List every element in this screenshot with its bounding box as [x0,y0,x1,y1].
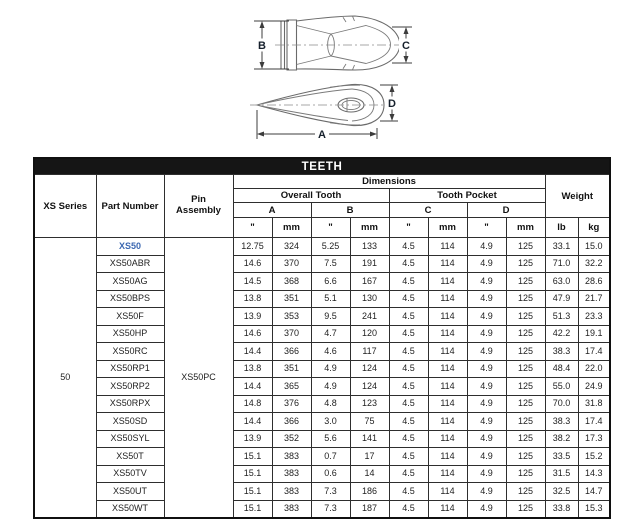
table-body [34,238,610,519]
part-number-xs50rp2: XS50RP2 [96,378,164,396]
cell-d_mm: 125 [506,325,545,343]
cell-c_in: 4.5 [389,273,428,291]
cell-a_mm: 383 [272,483,311,501]
cell-weight_kg: 17.4 [578,343,610,361]
cell-b_mm: 123 [350,395,389,413]
cell-c_in: 4.5 [389,465,428,483]
part-number-xs50sd: XS50SD [96,413,164,431]
cell-d_mm: 125 [506,413,545,431]
cell-d_in: 4.9 [467,483,506,501]
header-unit-c-in: " [389,218,428,238]
dimension-d [380,85,399,121]
table-row [34,483,610,501]
cell-c_mm: 114 [428,500,467,518]
cell-c_in: 4.5 [389,413,428,431]
cell-a_mm: 351 [272,290,311,308]
cell-a_in: 14.6 [233,255,272,273]
cell-weight_kg: 19.1 [578,325,610,343]
header-unit-d-mm: mm [506,218,545,238]
xs-series-value: 50 [34,238,96,519]
cell-b_mm: 120 [350,325,389,343]
cell-d_in: 4.9 [467,238,506,256]
cell-weight_kg: 22.0 [578,360,610,378]
cell-b_mm: 241 [350,308,389,326]
cell-a_mm: 383 [272,500,311,518]
table-row [34,238,610,256]
part-number-xs50abr: XS50ABR [96,255,164,273]
cell-weight_lb: 33.5 [545,448,578,466]
table-title: TEETH [34,158,610,175]
cell-a_in: 15.1 [233,465,272,483]
cell-b_in: 9.5 [311,308,350,326]
cell-d_in: 4.9 [467,448,506,466]
table-row [34,413,610,431]
tooth-top-view [275,16,410,70]
part-number-xs50[interactable]: XS50 [96,238,164,256]
cell-d_mm: 125 [506,483,545,501]
header-dim-c: C [389,203,467,218]
part-number-xs50syl: XS50SYL [96,430,164,448]
cell-c_mm: 114 [428,273,467,291]
cell-b_in: 5.1 [311,290,350,308]
table-row [34,395,610,413]
table-row [34,325,610,343]
cell-a_in: 15.1 [233,448,272,466]
cell-a_mm: 351 [272,360,311,378]
cell-c_in: 4.5 [389,378,428,396]
cell-a_in: 14.4 [233,378,272,396]
tooth-technical-drawing [245,5,455,155]
table-row [34,255,610,273]
cell-d_mm: 125 [506,343,545,361]
cell-c_in: 4.5 [389,343,428,361]
cell-d_in: 4.9 [467,255,506,273]
cell-b_in: 0.6 [311,465,350,483]
table-row [34,273,610,291]
cell-weight_lb: 70.0 [545,395,578,413]
cell-c_in: 4.5 [389,255,428,273]
part-number-xs50f: XS50F [96,308,164,326]
cell-b_in: 6.6 [311,273,350,291]
cell-b_mm: 14 [350,465,389,483]
cell-b_in: 4.6 [311,343,350,361]
cell-b_mm: 117 [350,343,389,361]
cell-a_in: 13.9 [233,430,272,448]
cell-c_in: 4.5 [389,325,428,343]
dimension-label-a: A [318,129,326,141]
cell-b_mm: 133 [350,238,389,256]
cell-c_mm: 114 [428,343,467,361]
cell-c_mm: 114 [428,290,467,308]
cell-d_in: 4.9 [467,325,506,343]
cell-weight_lb: 71.0 [545,255,578,273]
cell-b_mm: 186 [350,483,389,501]
cell-weight_lb: 42.2 [545,325,578,343]
cell-d_mm: 125 [506,360,545,378]
cell-a_in: 13.9 [233,308,272,326]
header-unit-b-mm: mm [350,218,389,238]
cell-d_mm: 125 [506,378,545,396]
header-unit-a-mm: mm [272,218,311,238]
cell-d_mm: 125 [506,500,545,518]
cell-a_in: 14.5 [233,273,272,291]
cell-c_in: 4.5 [389,238,428,256]
cell-a_in: 14.6 [233,325,272,343]
cell-a_mm: 370 [272,325,311,343]
table-row [34,290,610,308]
cell-b_in: 5.6 [311,430,350,448]
cell-a_in: 14.4 [233,413,272,431]
table-row [34,465,610,483]
part-number-xs50wt: XS50WT [96,500,164,518]
pin-assembly-value: XS50PC [164,238,233,519]
part-number-xs50rc: XS50RC [96,343,164,361]
cell-c_mm: 114 [428,483,467,501]
cell-c_mm: 114 [428,448,467,466]
cell-weight_lb: 55.0 [545,378,578,396]
part-number-xs50hp: XS50HP [96,325,164,343]
cell-c_mm: 114 [428,325,467,343]
cell-a_mm: 365 [272,378,311,396]
dimension-label-b: B [258,40,266,52]
tooth-side-view [250,84,397,125]
cell-b_in: 4.9 [311,360,350,378]
part-number-xs50bps: XS50BPS [96,290,164,308]
cell-c_in: 4.5 [389,448,428,466]
cell-b_mm: 75 [350,413,389,431]
cell-weight_kg: 23.3 [578,308,610,326]
header-unit-b-in: " [311,218,350,238]
header-part-number: Part Number [96,175,164,238]
cell-b_in: 7.5 [311,255,350,273]
table-row [34,360,610,378]
header-dim-d: D [467,203,545,218]
cell-weight_kg: 14.3 [578,465,610,483]
header-tooth-pocket: Tooth Pocket [389,189,545,203]
cell-weight_lb: 38.3 [545,343,578,361]
cell-a_mm: 376 [272,395,311,413]
cell-weight_lb: 38.2 [545,430,578,448]
cell-d_in: 4.9 [467,273,506,291]
cell-weight_lb: 63.0 [545,273,578,291]
cell-c_in: 4.5 [389,290,428,308]
header-unit-lb: lb [545,218,578,238]
cell-c_mm: 114 [428,378,467,396]
cell-b_mm: 187 [350,500,389,518]
cell-c_mm: 114 [428,308,467,326]
cell-c_in: 4.5 [389,483,428,501]
cell-weight_kg: 31.8 [578,395,610,413]
cell-b_in: 7.3 [311,500,350,518]
cell-weight_kg: 21.7 [578,290,610,308]
header-dimensions: Dimensions [233,175,545,189]
cell-weight_lb: 33.8 [545,500,578,518]
cell-a_in: 14.8 [233,395,272,413]
cell-weight_kg: 15.0 [578,238,610,256]
cell-b_in: 4.8 [311,395,350,413]
header-unit-c-mm: mm [428,218,467,238]
cell-d_in: 4.9 [467,395,506,413]
header-xs-series: XS Series [34,175,96,238]
cell-d_mm: 125 [506,465,545,483]
cell-a_mm: 324 [272,238,311,256]
teeth-spec-table [33,157,611,519]
table-row [34,378,610,396]
dimension-label-d: D [388,98,396,110]
cell-d_mm: 125 [506,273,545,291]
cell-c_mm: 114 [428,360,467,378]
cell-b_in: 0.7 [311,448,350,466]
cell-c_mm: 114 [428,430,467,448]
cell-weight_kg: 28.6 [578,273,610,291]
part-number-xs50t: XS50T [96,448,164,466]
header-unit-a-in: " [233,218,272,238]
cell-a_in: 14.4 [233,343,272,361]
cell-d_mm: 125 [506,448,545,466]
cell-a_mm: 383 [272,465,311,483]
table-row [34,308,610,326]
cell-b_mm: 124 [350,360,389,378]
cell-a_in: 12.75 [233,238,272,256]
header-dim-b: B [311,203,389,218]
cell-weight_lb: 31.5 [545,465,578,483]
cell-a_mm: 353 [272,308,311,326]
cell-weight_kg: 24.9 [578,378,610,396]
cell-weight_lb: 48.4 [545,360,578,378]
cell-c_in: 4.5 [389,395,428,413]
cell-d_mm: 125 [506,430,545,448]
cell-d_in: 4.9 [467,465,506,483]
cell-b_mm: 17 [350,448,389,466]
cell-a_in: 13.8 [233,290,272,308]
cell-c_mm: 114 [428,413,467,431]
cell-d_mm: 125 [506,308,545,326]
cell-d_in: 4.9 [467,343,506,361]
cell-d_mm: 125 [506,290,545,308]
cell-c_mm: 114 [428,465,467,483]
header-weight: Weight [545,175,610,218]
cell-a_mm: 366 [272,413,311,431]
cell-a_in: 13.8 [233,360,272,378]
header-unit-kg: kg [578,218,610,238]
part-number-xs50rpx: XS50RPX [96,395,164,413]
cell-d_in: 4.9 [467,378,506,396]
cell-weight_kg: 17.3 [578,430,610,448]
cell-weight_lb: 47.9 [545,290,578,308]
cell-d_mm: 125 [506,238,545,256]
cell-b_in: 3.0 [311,413,350,431]
cell-c_mm: 114 [428,238,467,256]
cell-c_mm: 114 [428,395,467,413]
cell-b_in: 7.3 [311,483,350,501]
table-row [34,343,610,361]
header-overall-tooth: Overall Tooth [233,189,389,203]
cell-d_in: 4.9 [467,430,506,448]
cell-weight_kg: 14.7 [578,483,610,501]
cell-c_in: 4.5 [389,360,428,378]
cell-weight_lb: 32.5 [545,483,578,501]
cell-c_in: 4.5 [389,500,428,518]
dimension-label-c: C [402,40,410,52]
cell-weight_kg: 15.2 [578,448,610,466]
cell-weight_lb: 33.1 [545,238,578,256]
cell-d_in: 4.9 [467,360,506,378]
cell-weight_kg: 17.4 [578,413,610,431]
cell-b_in: 4.9 [311,378,350,396]
cell-weight_lb: 38.3 [545,413,578,431]
header-pin-assembly: Pin Assembly [164,175,233,238]
cell-a_in: 15.1 [233,483,272,501]
cell-d_in: 4.9 [467,413,506,431]
cell-a_mm: 370 [272,255,311,273]
cell-weight_kg: 15.3 [578,500,610,518]
table-row [34,430,610,448]
cell-a_mm: 383 [272,448,311,466]
header-dim-a: A [233,203,311,218]
cell-d_in: 4.9 [467,308,506,326]
cell-d_in: 4.9 [467,290,506,308]
part-number-xs50tv: XS50TV [96,465,164,483]
part-number-xs50ag: XS50AG [96,273,164,291]
cell-b_in: 4.7 [311,325,350,343]
cell-a_mm: 368 [272,273,311,291]
cell-b_mm: 124 [350,378,389,396]
table-header [34,158,610,238]
part-number-xs50rp1: XS50RP1 [96,360,164,378]
cell-weight_kg: 32.2 [578,255,610,273]
cell-a_mm: 366 [272,343,311,361]
cell-b_mm: 130 [350,290,389,308]
table-row [34,448,610,466]
header-unit-d-in: " [467,218,506,238]
cell-b_mm: 167 [350,273,389,291]
cell-d_mm: 125 [506,395,545,413]
cell-a_in: 15.1 [233,500,272,518]
cell-d_mm: 125 [506,255,545,273]
cell-weight_lb: 51.3 [545,308,578,326]
cell-a_mm: 352 [272,430,311,448]
table-row [34,500,610,518]
cell-c_mm: 114 [428,255,467,273]
cell-b_mm: 191 [350,255,389,273]
part-number-xs50ut: XS50UT [96,483,164,501]
cell-c_in: 4.5 [389,308,428,326]
cell-c_in: 4.5 [389,430,428,448]
cell-b_in: 5.25 [311,238,350,256]
cell-b_mm: 141 [350,430,389,448]
cell-d_in: 4.9 [467,500,506,518]
